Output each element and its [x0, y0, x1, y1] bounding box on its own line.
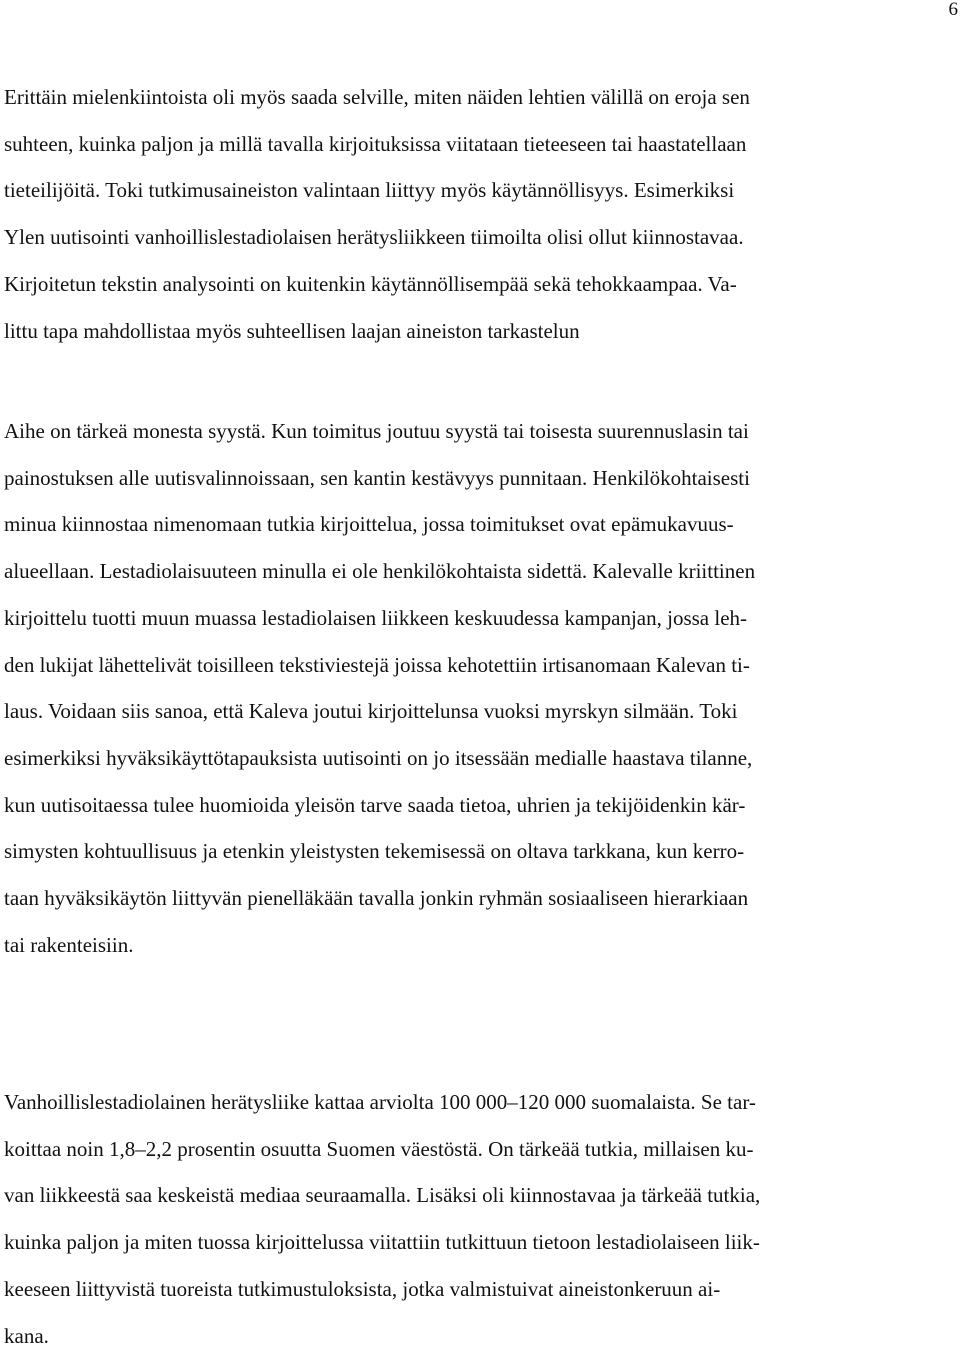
paragraph-research-material: Erittäin mielenkiintoista oli myös saada selville, miten näiden lehtien välillä on eroja sen suhteen, kuinka paljon ja millä tavalla kirjoituksissa viitataan tieteeseen tai haastatellaan tieteilijöitä. Toki tutkimusaineiston valintaan liittyy myös käytännöllisyys. Esimerkiksi Ylen uutisointi vanhoillislestadiolaisen herätysliikkeen tiimoilta olisi ollut kiinnostavaa. Kirjoitetun tekstin analysointi on kuitenkin käytännöllisempää sekä tehokkaampaa. Va- littu tapa mahdollistaa myös suhteellisen laajan aineiston tarkastelun — [4, 85, 750, 343]
paragraph-topic-importance: Aihe on tärkeä monesta syystä. Kun toimitus joutuu syystä tai toisesta suurennuslasin tai painostuksen alle uutisvalinnoissaan, sen kantin kestävyys punnitaan. Henkilökohtaisesti minua kiinnostaa nimenomaan tutkia kirjoittelua, jossa toimitukset ovat epämukavuus- alueellaan. Lestadiolaisuuteen minulla ei ole henkilökohtaista sidettä. Kalevalle kriittinen kirjoittelu tuotti muun muassa lestadiolaisen liikkeen keskuudessa kampanjan, jossa leh- den lukijat lähettelivät toisilleen tekstiviestejä joissa kehotettiin irtisanomaan Kalevan ti- laus. Voidaan siis sanoa, että Kaleva joutui kirjoittelunsa vuoksi myrskyn silmään. Toki esimerkiksi hyväksikäyttötapauksista uutisointi on jo itsessään medialle haastava tilanne, kun uutisoitaessa tulee huomioida yleisön tarve saada tietoa, uhrien ja tekijöidenkin kär- simysten kohtuullisuus ja etenkin yleistysten tekemisessä on oltava tarkkana, kun kerro- taan hyväksikäytön liittyvän pienelläkään tavalla jonkin ryhmän sosiaaliseen hierarkiaan tai rakenteisiin. — [4, 419, 756, 957]
paragraph-movement-size: Vanhoillislestadiolainen herätysliike kattaa arviolta 100 000–120 000 suomalaista. Se tar- koittaa noin 1,8–2,2 prosentin osuutta Suomen väestöstä. On tärkeää tutkia, millaisen ku- van liikkeestä saa keskeistä mediaa seuraamalla. Lisäksi oli kiinnostavaa ja tärkeää tutkia, kuinka paljon ja miten tuossa kirjoittelussa viitattiin tutkittuun tietoon lestadiolaiseen liik- keeseen liittyvistä tuoreista tutkimustuloksista, jotka valmistuivat aineistonkeruun ai- kana. — [4, 1090, 761, 1348]
page-number: 6 — [948, 0, 958, 20]
